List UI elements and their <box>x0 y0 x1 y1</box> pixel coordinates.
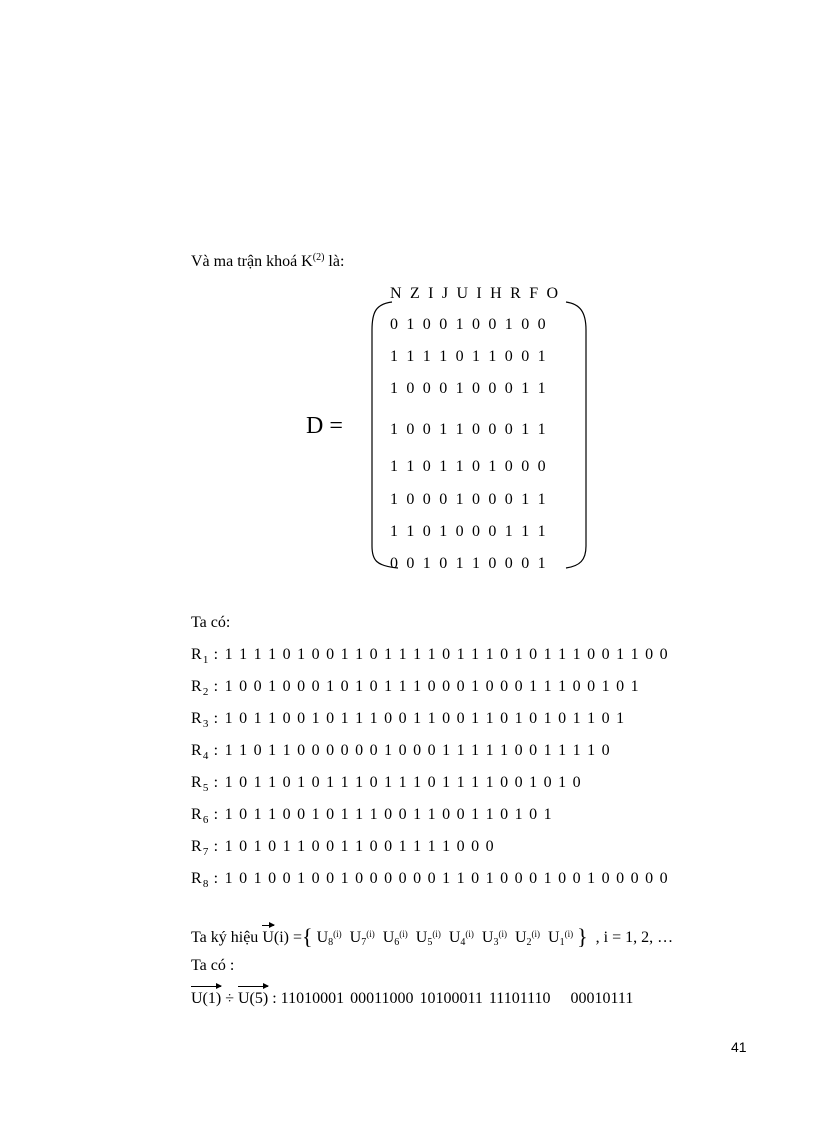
r-row: $R_8$ : 1 0 1 0 0 1 0 0 1 0 0 0 0 0 0 1 1 0 1 0 0 0 1 0 0 1 0 0 0 0 0 <box>191 870 669 890</box>
notation-element: $U_7^{(i)}$ <box>349 929 375 948</box>
right-brace: } <box>577 924 588 949</box>
vector-U: U <box>262 929 274 946</box>
intro-suffix: là: <box>324 253 345 270</box>
vector-range-line: U(1) ÷ U(5) : 11010001 00011000 10100011 11101110 00010111 <box>191 990 634 1007</box>
notation-element: $U_6^{(i)}$ <box>382 929 408 948</box>
r-row: $R_1$ : 1 1 1 1 0 1 0 0 1 1 0 1 1 1 1 0 1 1 1 0 1 0 1 1 1 0 0 1 1 0 0 <box>191 646 669 666</box>
intro-superscript: (2) <box>312 252 325 263</box>
notation-element: $U_2^{(i)}$ <box>514 929 541 948</box>
binary-value: 00011000 <box>350 990 414 1007</box>
left-bracket <box>372 302 398 568</box>
r-row: $R_7$ : 1 0 1 0 1 1 0 0 1 1 0 0 1 1 1 1 0 0 0 <box>191 838 495 858</box>
notation-element: $U_8^{(i)}$ <box>316 929 342 948</box>
binary-value: 10100011 <box>419 990 483 1007</box>
notation-prefix: Ta ký hiệu <box>191 929 259 946</box>
right-bracket <box>566 302 586 568</box>
r-row: $R_6$ : 1 0 1 1 0 0 1 0 1 1 1 0 0 1 1 0 0 1 1 0 1 0 1 <box>191 806 553 826</box>
matrix-row: 0 1 0 0 1 0 0 1 0 0 <box>390 316 548 333</box>
matrix-row: 1 0 0 0 1 0 0 0 1 1 <box>390 380 548 397</box>
ta-co-heading-2: Ta có : <box>191 957 235 974</box>
matrix-row: 1 1 1 1 0 1 1 0 0 1 <box>390 348 548 365</box>
binary-value: 00010111 <box>570 990 634 1007</box>
r-row: $R_5$ : 1 0 1 1 0 1 0 1 1 1 0 1 1 1 0 1 1 1 1 0 0 1 0 1 0 <box>191 774 582 794</box>
left-brace: { <box>302 924 313 949</box>
notation-suffix: , i = 1, 2, … <box>595 929 674 946</box>
vector-U5: U(5) <box>238 990 269 1007</box>
matrix-row: 1 0 0 1 1 0 0 0 1 1 <box>390 421 548 438</box>
matrix-row: 0 0 1 0 1 1 0 0 0 1 <box>390 555 548 572</box>
page-number: 41 <box>731 1039 747 1055</box>
binary-value: 11010001 <box>280 990 345 1007</box>
notation-element: $U_4^{(i)}$ <box>448 929 474 948</box>
r-row: $R_3$ : 1 0 1 1 0 0 1 0 1 1 1 0 0 1 1 0 0 1 1 0 1 0 1 0 1 1 0 1 <box>191 710 626 730</box>
binary-values <box>281 990 634 1007</box>
notation-element: $U_1^{(i)}$ <box>548 929 574 948</box>
ta-co-heading: Ta có: <box>191 614 231 631</box>
vector-U1: U(1) <box>191 990 222 1007</box>
binary-value: 11101110 <box>488 990 551 1007</box>
matrix-row: 1 1 0 1 1 0 1 0 0 0 <box>390 458 548 475</box>
matrix-row: 1 1 0 1 0 0 0 1 1 1 <box>390 523 548 540</box>
matrix-label: D = <box>306 413 343 439</box>
intro-text: Và ma trận khoá K <box>191 253 313 270</box>
r-row: $R_4$ : 1 1 0 1 1 0 0 0 0 0 0 1 0 0 0 1 1 1 1 1 0 0 1 1 1 1 0 <box>191 742 611 762</box>
notation-line: Ta ký hiệu U(i) ={ $U_8^{(i)}$ $U_7^{(i)}$ $U_6^{(i)}$ $U_5^{(i)}$ $U_4^{(i)}$ $U_3^{(i)}$ $U_2^{(i)}$ $U_1^{(i)}$ } , i = 1, 2, … <box>191 924 674 949</box>
notation-element: $U_5^{(i)}$ <box>415 929 441 948</box>
r-row: $R_2$ : 1 0 0 1 0 0 0 1 0 1 0 1 1 1 0 0 0 1 0 0 0 1 1 1 0 0 1 0 1 <box>191 678 640 698</box>
matrix-row: 1 0 0 0 1 0 0 0 1 1 <box>390 491 548 508</box>
matrix-column-header: N Z I J U I H R F O <box>390 285 561 302</box>
notation-element: $U_3^{(i)}$ <box>481 929 507 948</box>
